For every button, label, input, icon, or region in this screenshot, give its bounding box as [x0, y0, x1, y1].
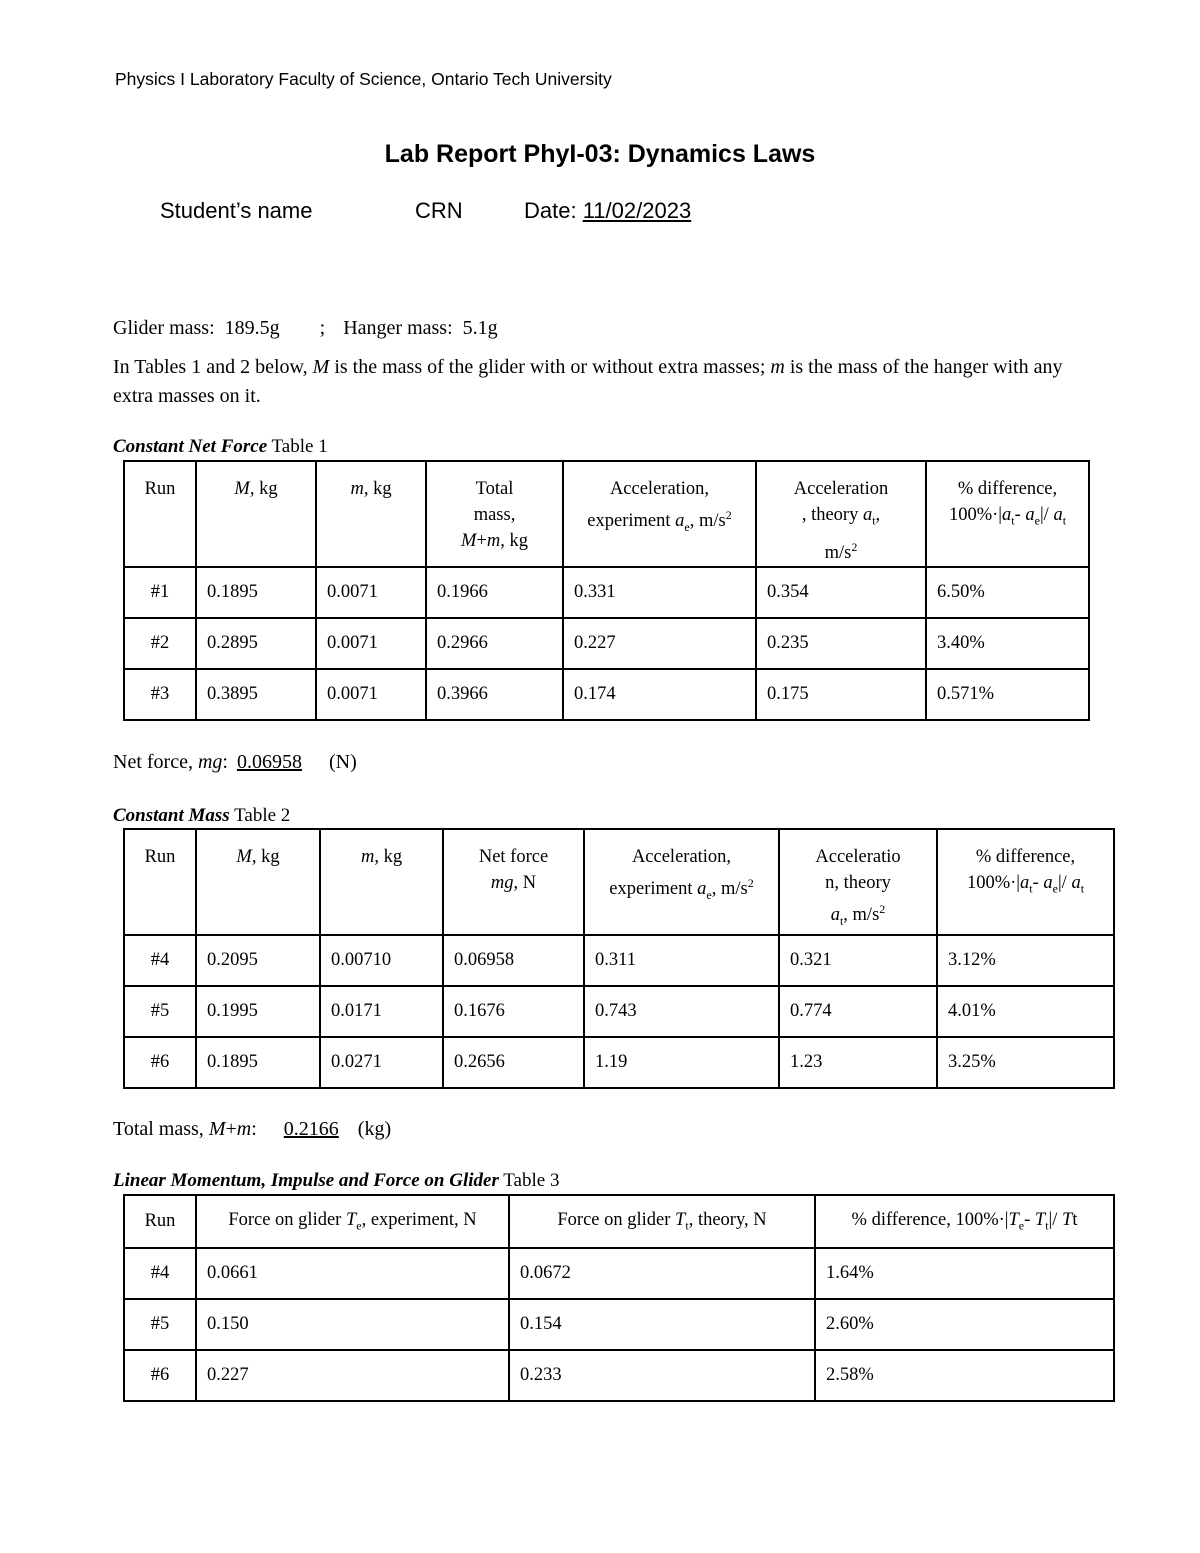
t3-r1-th: 0.0672	[509, 1248, 815, 1299]
t1-r2-M: 0.2895	[196, 618, 316, 669]
t2-diff-fb: -	[1032, 873, 1044, 893]
total-mass-label: Total mass,	[113, 1118, 209, 1140]
t3-diff-Te: T	[1008, 1209, 1019, 1230]
t1-header-acc-exp	[563, 461, 756, 567]
t2-r3-net: 0.2656	[443, 1037, 584, 1088]
t2-accth-sub: t	[839, 913, 844, 928]
total-mass-plus: +	[225, 1118, 237, 1140]
t1-accexp-l1: Acceleration,	[609, 479, 710, 499]
total-mass-M: M	[208, 1118, 226, 1140]
t1-header-acc-th	[756, 461, 926, 567]
t2-M-sym: M	[236, 847, 252, 867]
t2-header-M	[196, 829, 320, 935]
t1-accexp-text: experiment	[587, 511, 676, 532]
t2-accexp-text: experiment	[609, 879, 698, 900]
t1-M-sym: M	[234, 479, 250, 499]
t2-net-sym: mg	[490, 873, 514, 893]
t2-accexp-sup: 2	[747, 876, 754, 890]
t1-accexp-sym: a	[675, 511, 685, 532]
t1-accexp-sub: e	[684, 519, 690, 534]
t3-diff-Tt: T	[1034, 1209, 1046, 1230]
t1-r3-diff: 0.571%	[926, 669, 1089, 720]
t1-m-sym: m	[350, 479, 364, 499]
table-row	[124, 935, 1114, 986]
t2-r1-acc-exp: 0.311	[584, 935, 779, 986]
t1-r3-m: 0.0071	[316, 669, 426, 720]
t1-r2-diff: 3.40%	[926, 618, 1089, 669]
t2-accexp-l1: Acceleration,	[631, 847, 732, 867]
t1-r1-diff: 6.50%	[926, 567, 1089, 618]
t3-exp-rest: , experiment, N	[361, 1209, 477, 1230]
t2-diff-at: a	[1020, 873, 1030, 893]
t1-r2-acc-th: 0.235	[756, 618, 926, 669]
t1-diff-fb: -	[1014, 505, 1026, 525]
t1-r1-acc-exp: 0.331	[563, 567, 756, 618]
t2-r3-m: 0.0271	[320, 1037, 443, 1088]
table1-caption	[113, 436, 328, 458]
net-force-line	[113, 748, 357, 777]
page-title: Lab Report PhyI-03: Dynamics Laws	[384, 140, 816, 168]
table1	[123, 460, 1090, 721]
t1-r3-total: 0.3966	[426, 669, 563, 720]
hanger-mass-value: 5.1g	[462, 317, 498, 339]
t2-diff-fa: 100%·|	[966, 873, 1020, 893]
t1-accth-l1: Acceleration	[793, 479, 889, 499]
t3-exp-text: Force on glider	[228, 1209, 346, 1230]
t2-accth-l2: n, theory	[825, 873, 891, 893]
net-force-label: Net force,	[113, 751, 198, 773]
table1-caption-bold: Constant Net Force	[113, 436, 268, 457]
t1-diff-at: a	[1002, 505, 1012, 525]
t2-r3-acc-exp: 1.19	[584, 1037, 779, 1088]
table3-header-row	[124, 1195, 1114, 1248]
net-force-value: 0.06958	[236, 751, 302, 773]
t2-r2-run: #5	[124, 986, 196, 1037]
t1-r2-acc-exp: 0.227	[563, 618, 756, 669]
t2-diff-ae: a	[1043, 873, 1053, 893]
t1-header-run: Run	[124, 461, 196, 567]
table2-caption-bold: Constant Mass	[113, 805, 230, 826]
t1-accth-unit: m/s	[824, 542, 852, 563]
t1-diff-fc: |/	[1039, 505, 1054, 525]
total-mass-colon: :	[251, 1118, 262, 1140]
t1-r2-total: 0.2966	[426, 618, 563, 669]
t3-r2-th: 0.154	[509, 1299, 815, 1350]
t1-diff-fa: 100%·|	[948, 505, 1002, 525]
t2-net-l1: Net force	[478, 847, 549, 867]
t1-diff-l1: % difference,	[957, 479, 1058, 499]
t1-r3-M: 0.3895	[196, 669, 316, 720]
t3-diff-end: |/	[1048, 1209, 1063, 1230]
t1-total-M: M	[461, 531, 477, 551]
t1-accth-comma: ,	[875, 505, 881, 525]
t2-header-acc-th	[779, 829, 937, 935]
glider-mass-label: Glider mass:	[113, 317, 215, 339]
intro-text-3: is the mass of the hanger with any extra masses on it.	[113, 356, 1063, 407]
t2-net-unit: , N	[513, 873, 537, 893]
intro-paragraph	[113, 353, 1103, 411]
t2-accth-sym: a	[830, 905, 840, 926]
total-mass-line	[113, 1115, 391, 1144]
t1-diff-e: e	[1034, 513, 1040, 528]
t2-r2-diff: 4.01%	[937, 986, 1114, 1037]
t2-header-m	[320, 829, 443, 935]
t3-r1-diff: 1.64%	[815, 1248, 1114, 1299]
table-row	[124, 1037, 1114, 1088]
t3-diff-t: t	[1045, 1218, 1049, 1233]
t2-M-unit: , kg	[251, 847, 280, 867]
student-name-label: Student’s name	[160, 198, 313, 223]
t2-header-run: Run	[124, 829, 196, 935]
t3-header-run: Run	[124, 1195, 196, 1248]
t3-r2-run: #5	[124, 1299, 196, 1350]
t1-accth-text: , theory	[801, 505, 863, 525]
t3-r2-diff: 2.60%	[815, 1299, 1114, 1350]
t1-accexp-unit: , m/s	[689, 511, 726, 532]
t2-accexp-sub: e	[706, 887, 712, 902]
table2-header-row	[124, 829, 1114, 935]
t1-r1-acc-th: 0.354	[756, 567, 926, 618]
t2-r1-M: 0.2095	[196, 935, 320, 986]
t1-diff-den-sub: t	[1062, 513, 1067, 528]
table-row	[124, 567, 1089, 618]
table3-caption-bold: Linear Momentum, Impulse and Force on Glider	[113, 1170, 499, 1191]
t3-diff-e: e	[1018, 1218, 1025, 1233]
t3-header-diff	[815, 1195, 1114, 1248]
intro-m: m	[770, 356, 785, 378]
t1-header-diff	[926, 461, 1089, 567]
t2-r2-M: 0.1995	[196, 986, 320, 1037]
table3-caption	[113, 1170, 559, 1192]
t2-r2-acc-exp: 0.743	[584, 986, 779, 1037]
intro-text-1: In Tables 1 and 2 below,	[113, 356, 313, 378]
t1-r1-M: 0.1895	[196, 567, 316, 618]
t1-r1-m: 0.0071	[316, 567, 426, 618]
t2-r1-acc-th: 0.321	[779, 935, 937, 986]
t1-r2-run: #2	[124, 618, 196, 669]
glider-mass-value: 189.5g	[224, 317, 280, 339]
t1-m-unit: , kg	[363, 479, 392, 499]
t2-r1-run: #4	[124, 935, 196, 986]
table-row	[124, 1248, 1114, 1299]
date-field	[524, 198, 691, 224]
t2-m-unit: , kg	[374, 847, 403, 867]
t1-total-m: m	[486, 531, 501, 551]
t1-accth-sym: a	[862, 505, 873, 525]
t3-diff-den: T	[1062, 1209, 1073, 1230]
t3-exp-sub: e	[356, 1218, 362, 1233]
t1-r2-m: 0.0071	[316, 618, 426, 669]
t2-header-net	[443, 829, 584, 935]
table-row	[124, 1299, 1114, 1350]
t2-r3-acc-th: 1.23	[779, 1037, 937, 1088]
t2-accexp-sym: a	[697, 879, 707, 900]
table-row	[124, 1350, 1114, 1401]
t3-th-text: Force on glider	[557, 1209, 676, 1230]
t3-r1-run: #4	[124, 1248, 196, 1299]
t2-diff-t: t	[1029, 881, 1033, 896]
t3-diff-mid: -	[1024, 1209, 1035, 1230]
t1-total-l2: mass,	[473, 505, 516, 525]
total-mass-m: m	[236, 1118, 252, 1140]
t1-M-unit: , kg	[249, 479, 278, 499]
t1-accth-sup: 2	[851, 539, 858, 554]
t2-r1-m: 0.00710	[320, 935, 443, 986]
t1-accth-sub: t	[872, 513, 876, 528]
t3-th-sub: t	[685, 1218, 689, 1233]
net-force-sym: mg	[197, 751, 223, 773]
intro-M: M	[312, 356, 330, 378]
t3-header-exp	[196, 1195, 509, 1248]
t3-header-th	[509, 1195, 815, 1248]
t3-r3-run: #6	[124, 1350, 196, 1401]
mass-separator: ;	[319, 317, 326, 339]
t1-total-plus: +	[476, 531, 487, 551]
mass-line	[113, 314, 498, 343]
t2-r2-net: 0.1676	[443, 986, 584, 1037]
t2-r3-diff: 3.25%	[937, 1037, 1114, 1088]
total-mass-value: 0.2166	[283, 1118, 339, 1140]
t1-r1-run: #1	[124, 567, 196, 618]
t3-r3-exp: 0.227	[196, 1350, 509, 1401]
t1-r3-acc-th: 0.175	[756, 669, 926, 720]
t2-diff-den: a	[1071, 873, 1081, 893]
t1-accexp-sup: 2	[725, 508, 732, 522]
t2-diff-fc: |/	[1057, 873, 1072, 893]
t3-r1-exp: 0.0661	[196, 1248, 509, 1299]
date-value: 11/02/2023	[582, 198, 692, 223]
t3-exp-sym: T	[345, 1209, 357, 1230]
t1-total-unit: , kg	[500, 531, 528, 551]
t3-r2-exp: 0.150	[196, 1299, 509, 1350]
t2-r1-diff: 3.12%	[937, 935, 1114, 986]
t2-diff-l1: % difference,	[975, 847, 1076, 867]
t2-accexp-unit: , m/s	[711, 879, 748, 900]
t2-header-diff	[937, 829, 1114, 935]
total-mass-unit: (kg)	[352, 1118, 392, 1140]
t2-diff-e: e	[1052, 881, 1058, 896]
t3-diff-den-sub: t	[1072, 1209, 1078, 1230]
page-header: Physics I Laboratory Faculty of Science, Ontario Tech University	[115, 69, 612, 89]
t1-diff-t: t	[1011, 513, 1015, 528]
t2-r1-net: 0.06958	[443, 935, 584, 986]
table2-caption-rest: Table 2	[229, 805, 291, 826]
t2-r2-m: 0.0171	[320, 986, 443, 1037]
crn-label: CRN	[415, 198, 463, 223]
t1-r1-total: 0.1966	[426, 567, 563, 618]
t3-th-rest: , theory, N	[688, 1209, 767, 1230]
t1-header-total	[426, 461, 563, 567]
t2-header-acc-exp	[584, 829, 779, 935]
t3-th-sym: T	[675, 1209, 686, 1230]
t2-accth-unit: , m/s	[843, 905, 880, 926]
intro-text-2: is the mass of the glider with or without extra masses;	[329, 356, 771, 378]
net-force-unit: (N)	[323, 751, 357, 773]
table3	[123, 1194, 1115, 1402]
t1-r3-run: #3	[124, 669, 196, 720]
t2-r3-M: 0.1895	[196, 1037, 320, 1088]
t3-r3-diff: 2.58%	[815, 1350, 1114, 1401]
t1-r3-acc-exp: 0.174	[563, 669, 756, 720]
t1-diff-ae: a	[1025, 505, 1035, 525]
t2-m-sym: m	[360, 847, 375, 867]
t2-accth-l1: Acceleratio	[815, 847, 901, 867]
t1-header-m	[316, 461, 426, 567]
t2-r2-acc-th: 0.774	[779, 986, 937, 1037]
table1-header-row	[124, 461, 1089, 567]
hanger-mass-label: Hanger mass:	[343, 317, 453, 339]
table1-caption-rest: Table 1	[267, 436, 328, 457]
t2-accth-sup: 2	[879, 902, 886, 916]
t1-header-M	[196, 461, 316, 567]
table2	[123, 828, 1115, 1089]
table2-caption	[113, 805, 290, 827]
t3-r3-th: 0.233	[509, 1350, 815, 1401]
table-row	[124, 618, 1089, 669]
t1-total-l1: Total	[475, 479, 514, 499]
net-force-colon: :	[222, 751, 233, 773]
t2-r3-run: #6	[124, 1037, 196, 1088]
table3-caption-rest: Table 3	[498, 1170, 560, 1191]
t2-diff-den-sub: t	[1080, 881, 1085, 896]
date-label: Date:	[524, 198, 583, 223]
table-row	[124, 669, 1089, 720]
t1-diff-den: a	[1053, 505, 1063, 525]
t3-diff-text: % difference, 100%·|	[851, 1209, 1009, 1230]
table-row	[124, 986, 1114, 1037]
